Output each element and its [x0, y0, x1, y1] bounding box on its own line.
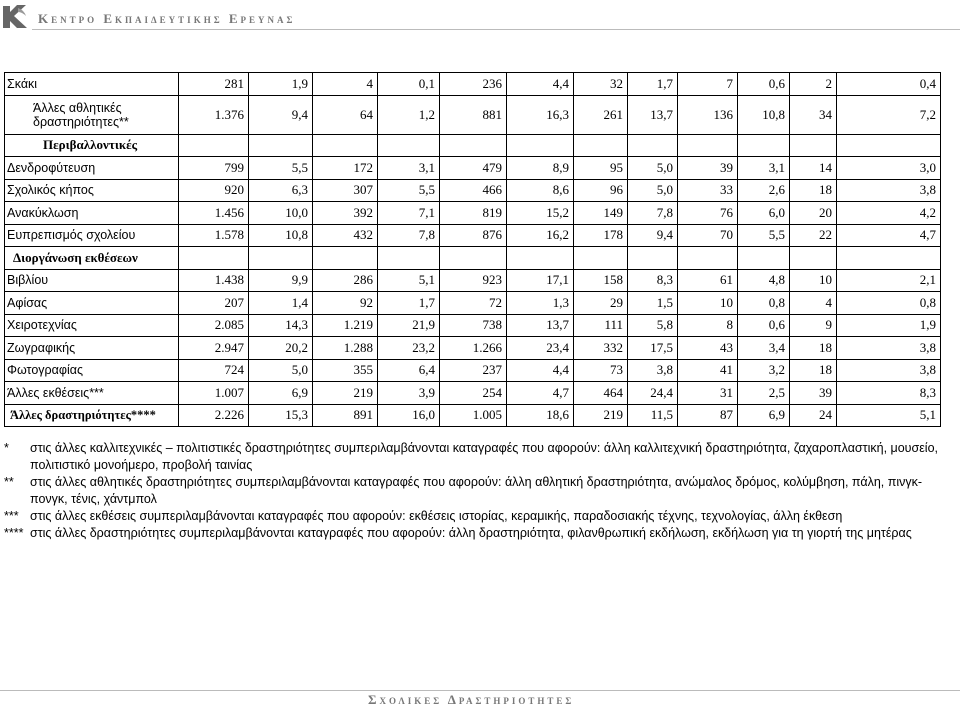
table-cell: 5,0	[628, 179, 678, 202]
table-cell: 923	[440, 269, 507, 292]
table-row	[5, 337, 941, 360]
table-cell: 6,9	[249, 382, 313, 405]
footnote-mark: ****	[4, 526, 24, 540]
table-cell: 64	[313, 95, 378, 134]
table-row	[5, 359, 941, 382]
table-cell	[574, 247, 628, 270]
table-row	[5, 202, 941, 225]
table-cell: 39	[790, 382, 837, 405]
row-label: Φωτογραφίας	[5, 359, 179, 382]
footnote	[4, 525, 954, 542]
footnote-text: στις άλλες καλλιτεχνικές – πολιτιστικές δραστηριότητες συμπεριλαμβάνονται καταγραφές που αφορούν: άλλη καλλιτεχνική δραστηριότητα, ζαχαροπλαστική, μουσείο, πολιτιστικό μονοήμερο, προβολή ταινίας	[30, 441, 938, 472]
table-cell: 219	[313, 382, 378, 405]
table-cell: 1,9	[837, 314, 941, 337]
footnote-text: στις άλλες δραστηριότητες συμπεριλαμβάνονται καταγραφές που αφορούν: άλλη δραστηριότητα, φιλανθρωπική εκδήλωση, εκδήλωση για τη γιορτή της μητέρας	[30, 526, 912, 540]
table-cell: 7,8	[628, 202, 678, 225]
row-label: Άλλες αθλητικές δραστηριότητες**	[5, 95, 179, 134]
table-cell: 61	[678, 269, 738, 292]
table-cell	[507, 134, 574, 157]
table-cell: 286	[313, 269, 378, 292]
table-cell: 10,8	[738, 95, 790, 134]
row-label: Σκάκι	[5, 73, 179, 96]
table-cell: 41	[678, 359, 738, 382]
table-cell: 254	[440, 382, 507, 405]
row-label: Άλλες εκθέσεις***	[5, 382, 179, 405]
table-cell: 2,1	[837, 269, 941, 292]
table-cell: 17,1	[507, 269, 574, 292]
table-cell: 18	[790, 179, 837, 202]
table-cell: 4,2	[837, 202, 941, 225]
row-label: Χειροτεχνίας	[5, 314, 179, 337]
table-cell: 1.288	[313, 337, 378, 360]
page-footer	[0, 684, 960, 708]
footer-title: Σχολικεσ Δραστηριοτητεσ	[368, 692, 575, 707]
table-cell: 3,2	[738, 359, 790, 382]
table-cell: 178	[574, 224, 628, 247]
table-row	[5, 157, 941, 180]
table-cell: 1.005	[440, 404, 507, 427]
table-cell: 891	[313, 404, 378, 427]
table-cell	[678, 247, 738, 270]
table-cell: 20,2	[249, 337, 313, 360]
table-cell: 4,7	[507, 382, 574, 405]
table-cell: 0,8	[738, 292, 790, 315]
table-cell: 236	[440, 73, 507, 96]
row-label: Σχολικός κήπος	[5, 179, 179, 202]
table-cell: 281	[179, 73, 249, 96]
table-cell: 6,4	[378, 359, 440, 382]
footnote-mark: *	[4, 441, 9, 455]
table-cell: 149	[574, 202, 628, 225]
table-cell: 1.578	[179, 224, 249, 247]
table-cell: 0,6	[738, 73, 790, 96]
table-cell: 172	[313, 157, 378, 180]
table-row	[5, 269, 941, 292]
section-heading: Διοργάνωση εκθέσεων	[5, 247, 179, 270]
table-cell: 5,1	[378, 269, 440, 292]
table-row	[5, 224, 941, 247]
table-cell: 799	[179, 157, 249, 180]
table-row	[5, 314, 941, 337]
table-cell: 3,8	[837, 179, 941, 202]
table-cell: 1.438	[179, 269, 249, 292]
table-cell: 5,5	[249, 157, 313, 180]
table-cell: 355	[313, 359, 378, 382]
table-cell: 3,9	[378, 382, 440, 405]
table-cell: 158	[574, 269, 628, 292]
table-cell: 96	[574, 179, 628, 202]
table-cell: 1.219	[313, 314, 378, 337]
footnotes	[4, 440, 954, 542]
table-cell: 87	[678, 404, 738, 427]
table-cell: 207	[179, 292, 249, 315]
table-cell	[249, 134, 313, 157]
table-cell: 0,6	[738, 314, 790, 337]
table-cell	[378, 134, 440, 157]
table-cell: 13,7	[628, 95, 678, 134]
kee-logo-icon	[0, 0, 31, 31]
table-cell: 0,8	[837, 292, 941, 315]
table-row	[5, 404, 941, 427]
footnote	[4, 440, 954, 474]
table-cell: 5,8	[628, 314, 678, 337]
table-cell: 6,9	[738, 404, 790, 427]
table-cell: 6,3	[249, 179, 313, 202]
table-cell: 7	[678, 73, 738, 96]
table-cell: 10,8	[249, 224, 313, 247]
table-cell: 18	[790, 359, 837, 382]
table-cell: 466	[440, 179, 507, 202]
table-cell: 2	[790, 73, 837, 96]
table-cell: 31	[678, 382, 738, 405]
table-cell: 9,4	[249, 95, 313, 134]
table-cell	[574, 134, 628, 157]
table-cell: 73	[574, 359, 628, 382]
row-label: Ζωγραφικής	[5, 337, 179, 360]
table-cell: 9,9	[249, 269, 313, 292]
table-cell: 1.376	[179, 95, 249, 134]
table-cell	[249, 247, 313, 270]
table-cell: 136	[678, 95, 738, 134]
table-cell: 1,4	[249, 292, 313, 315]
row-label: Ευπρεπισμός σχολείου	[5, 224, 179, 247]
table-cell: 9	[790, 314, 837, 337]
table-cell: 70	[678, 224, 738, 247]
row-label: Άλλες δραστηριότητες****	[5, 404, 179, 427]
table-cell	[179, 134, 249, 157]
page-header	[0, 0, 960, 32]
table-cell: 11,5	[628, 404, 678, 427]
table-cell: 307	[313, 179, 378, 202]
table-cell	[313, 247, 378, 270]
table-cell: 2.947	[179, 337, 249, 360]
table-cell: 1.456	[179, 202, 249, 225]
table-cell	[678, 134, 738, 157]
section-row	[5, 247, 941, 270]
table-cell: 8,3	[837, 382, 941, 405]
section-row	[5, 134, 941, 157]
table-cell: 1,7	[378, 292, 440, 315]
row-label: Αφίσας	[5, 292, 179, 315]
table-cell: 4	[790, 292, 837, 315]
table-cell: 14	[790, 157, 837, 180]
table-cell: 0,1	[378, 73, 440, 96]
table-cell: 2.226	[179, 404, 249, 427]
table-cell: 738	[440, 314, 507, 337]
table-cell	[837, 247, 941, 270]
table-cell: 6,0	[738, 202, 790, 225]
table-cell: 3,8	[628, 359, 678, 382]
table-row	[5, 179, 941, 202]
table-cell: 881	[440, 95, 507, 134]
table-cell: 16,3	[507, 95, 574, 134]
table-cell: 10	[678, 292, 738, 315]
table-cell: 18	[790, 337, 837, 360]
table-cell: 1,9	[249, 73, 313, 96]
table-cell: 95	[574, 157, 628, 180]
table-cell: 332	[574, 337, 628, 360]
table-cell	[507, 247, 574, 270]
table-cell: 5,5	[378, 179, 440, 202]
table-cell	[837, 134, 941, 157]
table-cell: 237	[440, 359, 507, 382]
table-cell	[440, 134, 507, 157]
table-cell: 5,0	[628, 157, 678, 180]
table-cell: 22	[790, 224, 837, 247]
table-cell	[628, 247, 678, 270]
footnote-mark: ***	[4, 509, 19, 523]
table-cell: 13,7	[507, 314, 574, 337]
table-cell: 7,2	[837, 95, 941, 134]
table-cell: 14,3	[249, 314, 313, 337]
table-row	[5, 95, 941, 134]
table-cell	[440, 247, 507, 270]
table-cell: 4,8	[738, 269, 790, 292]
table-cell: 3,8	[837, 359, 941, 382]
table-cell: 8,6	[507, 179, 574, 202]
footnote	[4, 474, 954, 508]
table-cell: 261	[574, 95, 628, 134]
table-cell	[738, 134, 790, 157]
table-cell	[790, 134, 837, 157]
activities-table	[4, 72, 941, 427]
header-title: Κεντρο Εκπαιδευτικησ Ερευνασ	[38, 11, 296, 26]
table-cell: 20	[790, 202, 837, 225]
table-cell: 34	[790, 95, 837, 134]
table-cell: 920	[179, 179, 249, 202]
table-cell: 23,4	[507, 337, 574, 360]
table-cell: 5,0	[249, 359, 313, 382]
table-cell: 15,2	[507, 202, 574, 225]
row-label: Ανακύκλωση	[5, 202, 179, 225]
table-cell: 29	[574, 292, 628, 315]
table-cell: 3,0	[837, 157, 941, 180]
table-row	[5, 292, 941, 315]
table-cell: 2.085	[179, 314, 249, 337]
row-label: Βιβλίου	[5, 269, 179, 292]
table-cell: 92	[313, 292, 378, 315]
table-cell: 1,5	[628, 292, 678, 315]
table-cell: 39	[678, 157, 738, 180]
table-cell	[179, 247, 249, 270]
table-cell: 8,3	[628, 269, 678, 292]
table-cell: 1,7	[628, 73, 678, 96]
table-cell: 72	[440, 292, 507, 315]
table-cell: 4,4	[507, 73, 574, 96]
table-cell: 1,2	[378, 95, 440, 134]
table-cell: 724	[179, 359, 249, 382]
header-rule	[32, 29, 960, 30]
table-cell: 5,1	[837, 404, 941, 427]
table-cell: 43	[678, 337, 738, 360]
table-cell: 16,0	[378, 404, 440, 427]
footnote	[4, 508, 954, 525]
table-cell: 17,5	[628, 337, 678, 360]
row-label: Δενδροφύτευση	[5, 157, 179, 180]
table-cell: 392	[313, 202, 378, 225]
table-row	[5, 73, 941, 96]
table-cell: 1.266	[440, 337, 507, 360]
table-cell: 876	[440, 224, 507, 247]
table-cell: 18,6	[507, 404, 574, 427]
table-cell	[628, 134, 678, 157]
table-cell: 464	[574, 382, 628, 405]
table-cell: 7,1	[378, 202, 440, 225]
footer-rule	[0, 690, 960, 691]
table-cell: 0,4	[837, 73, 941, 96]
section-heading: Περιβαλλοντικές	[5, 134, 179, 157]
table-cell: 7,8	[378, 224, 440, 247]
footnote-mark: **	[4, 475, 14, 489]
table-cell: 10,0	[249, 202, 313, 225]
table-cell: 23,2	[378, 337, 440, 360]
table-cell: 24	[790, 404, 837, 427]
table-cell: 4,7	[837, 224, 941, 247]
table-cell: 21,9	[378, 314, 440, 337]
table-cell: 1,3	[507, 292, 574, 315]
table-cell: 76	[678, 202, 738, 225]
footnote-text: στις άλλες αθλητικές δραστηριότητες συμπεριλαμβάνονται καταγραφές που αφορούν: άλλη αθλητική δραστηριότητα, ανώμαλος δρόμος, κολύμβηση, πάλη, πινγκ-πονγκ, τένις, χάντμπολ	[30, 475, 923, 506]
table-cell	[313, 134, 378, 157]
table-cell: 16,2	[507, 224, 574, 247]
table-cell: 3,1	[378, 157, 440, 180]
table-cell: 8,9	[507, 157, 574, 180]
table-cell: 5,5	[738, 224, 790, 247]
table-cell: 1.007	[179, 382, 249, 405]
table-cell	[378, 247, 440, 270]
table-cell: 24,4	[628, 382, 678, 405]
table-cell	[738, 247, 790, 270]
table-cell: 9,4	[628, 224, 678, 247]
table-cell: 15,3	[249, 404, 313, 427]
table-cell: 432	[313, 224, 378, 247]
table-body	[5, 73, 941, 427]
table-cell: 219	[574, 404, 628, 427]
table-cell: 32	[574, 73, 628, 96]
table-cell: 10	[790, 269, 837, 292]
table-cell: 2,5	[738, 382, 790, 405]
footnote-text: στις άλλες εκθέσεις συμπεριλαμβάνονται καταγραφές που αφορούν: εκθέσεις ιστορίας, κεραμικής, παραδοσιακής τέχνης, τεχνολογίας, άλλη έκθεση	[30, 509, 843, 523]
table-cell: 33	[678, 179, 738, 202]
table-cell: 4	[313, 73, 378, 96]
table-row	[5, 382, 941, 405]
table-cell: 819	[440, 202, 507, 225]
table-cell: 4,4	[507, 359, 574, 382]
table-cell: 3,8	[837, 337, 941, 360]
table-cell	[790, 247, 837, 270]
table-cell: 2,6	[738, 179, 790, 202]
table-cell: 8	[678, 314, 738, 337]
table-cell: 3,4	[738, 337, 790, 360]
table-cell: 479	[440, 157, 507, 180]
table-cell: 3,1	[738, 157, 790, 180]
table-cell: 111	[574, 314, 628, 337]
